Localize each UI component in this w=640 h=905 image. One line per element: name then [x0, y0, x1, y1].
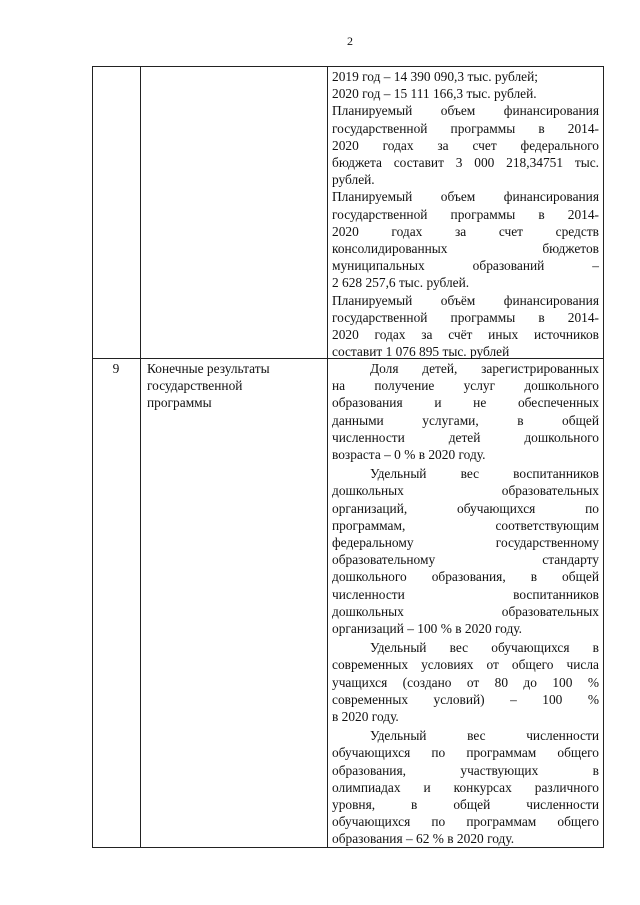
text-line: государственной программы в 2014-: [332, 206, 599, 222]
text-line: 2 628 257,6 тыс. рублей.: [332, 275, 470, 291]
title-line: государственной: [147, 378, 243, 394]
title-line: Конечные результаты: [147, 361, 270, 376]
text-line: численности детей дошкольного: [332, 429, 599, 445]
text-line: обучающихся по программам общего: [332, 745, 599, 761]
text-line: уровня, в общей численности: [332, 797, 599, 813]
text-line: в 2020 году.: [332, 709, 399, 725]
text-line: образовательному стандарту: [332, 552, 599, 568]
table-right-border: [603, 66, 604, 848]
column-divider-1: [140, 66, 141, 848]
municipal-budget-paragraph: [332, 188, 599, 291]
other-sources-paragraph: [332, 292, 599, 361]
results-cell: [332, 360, 599, 848]
text-line: организаций, обучающихся по: [332, 500, 599, 516]
olympiads-paragraph: [332, 727, 599, 847]
text-line: Планируемый объем финансирования: [332, 189, 599, 205]
modern-conditions-paragraph: [332, 639, 599, 725]
text-line: современных условиях от общего числа: [332, 657, 599, 673]
text-line: образования – 62 % в 2020 году.: [332, 831, 515, 847]
text-line: Планируемый объём финансирования: [332, 292, 599, 308]
federal-budget-paragraph: [332, 102, 599, 188]
text-line: данными услугами, в общей: [332, 412, 599, 428]
preschool-queue-paragraph: [332, 360, 599, 463]
text-line: дошкольного образования, в общей: [332, 569, 599, 585]
text-line: организаций – 100 % в 2020 году.: [332, 621, 522, 637]
row-number: 9: [112, 361, 120, 376]
text-line: бюджета составит 3 000 218,34751 тыс.: [332, 155, 599, 171]
text-line: дошкольных образовательных: [332, 603, 599, 619]
text-line: Удельный вес обучающихся в: [370, 640, 599, 656]
title-line: программы: [147, 395, 212, 411]
text-line: муниципальных образований –: [332, 258, 599, 274]
text-line: на получение услуг дошкольного: [332, 378, 599, 394]
text-line: образования и не обеспеченных: [332, 395, 599, 411]
table-top-border: [92, 66, 604, 67]
financing-line-2019: 2019 год – 14 390 090,3 тыс. рублей;: [332, 69, 538, 84]
text-line: современных условий) – 100 %: [332, 691, 599, 707]
text-line: рублей.: [332, 172, 375, 188]
text-line: программам, соответствующим: [332, 517, 599, 533]
text-line: обучающихся по программам общего: [332, 814, 599, 830]
text-line: учащихся (создано от 80 до 100 %: [332, 674, 599, 690]
text-line: 2020 годах за счет средств: [332, 223, 599, 239]
text-line: олимпиадах и конкурсах различного: [332, 779, 599, 795]
text-line: Планируемый объем финансирования: [332, 103, 599, 119]
text-line: образования, участвующих в: [332, 762, 599, 778]
row-title: [147, 360, 327, 412]
text-line: составит 1 076 895 тыс. рублей: [332, 344, 510, 360]
text-line: 2020 годах за счет федерального: [332, 137, 599, 153]
text-line: возраста – 0 % в 2020 году.: [332, 447, 486, 463]
financing-line-2020: 2020 год – 15 111 166,3 тыс. рублей.: [332, 86, 537, 102]
text-line: Доля детей, зарегистрированных: [370, 361, 599, 376]
text-line: федеральному государственному: [332, 535, 599, 551]
text-line: консолидированных бюджетов: [332, 241, 599, 257]
page-number: 2: [347, 34, 353, 48]
text-line: дошкольных образовательных: [332, 483, 599, 499]
text-line: Удельный вес численности: [370, 728, 599, 744]
financing-cell: [332, 68, 599, 360]
fgos-preschool-paragraph: [332, 465, 599, 637]
text-line: Удельный вес воспитанников: [370, 466, 599, 482]
text-line: 2020 годах за счёт иных источников: [332, 327, 599, 343]
text-line: численности воспитанников: [332, 586, 599, 602]
text-line: государственной программы в 2014-: [332, 309, 599, 325]
column-divider-2: [327, 66, 328, 848]
table-left-border: [92, 66, 93, 848]
text-line: государственной программы в 2014-: [332, 120, 599, 136]
